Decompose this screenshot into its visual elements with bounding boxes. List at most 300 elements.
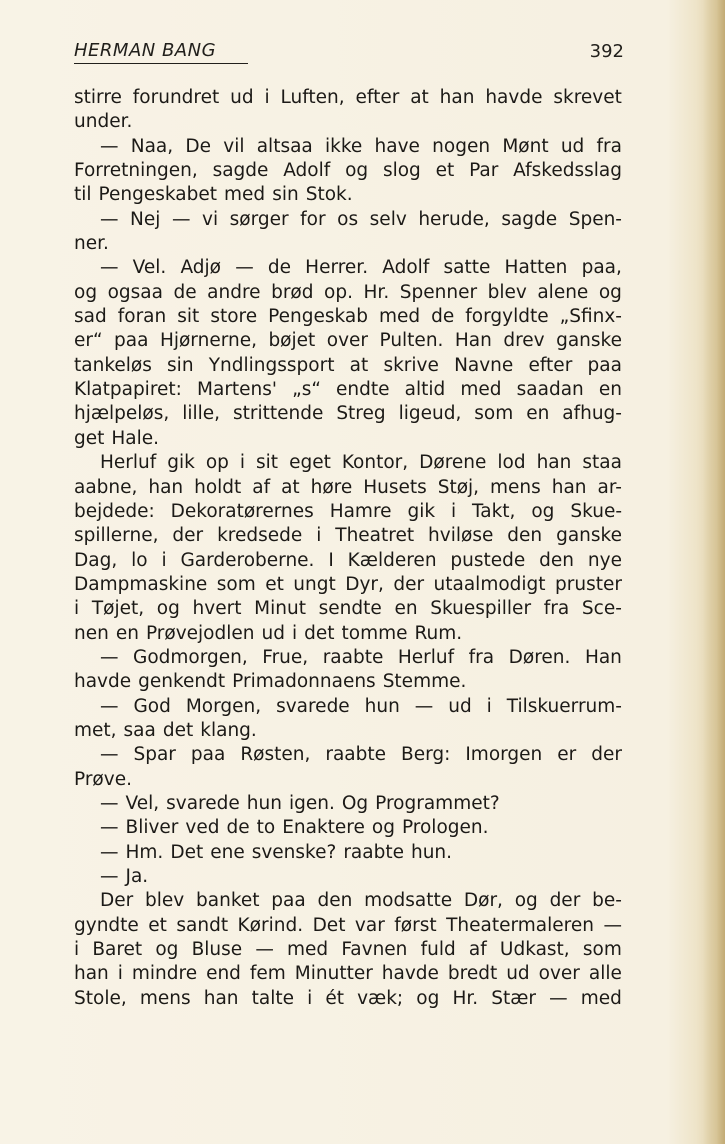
word: paa (587, 354, 622, 376)
word: Hm. (125, 841, 164, 863)
word: og (74, 281, 98, 303)
word: bredt (447, 963, 498, 985)
word: — (255, 939, 274, 961)
word: Vel. (132, 257, 167, 279)
word: nen (74, 622, 109, 644)
text-line (74, 305, 622, 329)
word: gyndte (74, 914, 139, 936)
word: lo (131, 549, 148, 571)
word: — (100, 208, 119, 230)
word: Favnen (341, 939, 408, 961)
word: — (100, 841, 119, 863)
word: Hamre (329, 500, 392, 522)
word: selv (369, 208, 407, 230)
word: sin (167, 354, 194, 376)
word: afhug- (562, 403, 622, 425)
word: og (371, 817, 395, 839)
word: Røsten, (240, 744, 311, 766)
word: Det (170, 841, 204, 863)
word: altid (404, 379, 446, 401)
word: nye (587, 549, 622, 571)
text-line (74, 719, 622, 743)
word: hjælpeløs, (74, 403, 170, 425)
word: pustede (450, 549, 526, 571)
word: have (374, 135, 420, 157)
word: brød (271, 281, 314, 303)
text-line (74, 110, 622, 134)
word: Garderoberne. (180, 549, 315, 571)
word: raabte (325, 744, 387, 766)
word: paa (114, 330, 149, 352)
word: er (557, 744, 577, 766)
word: Støj, (437, 476, 480, 498)
word: endte (336, 379, 390, 401)
word: Adolf (382, 257, 430, 279)
word: ud (448, 695, 472, 717)
word: alene (537, 281, 589, 303)
text-line (74, 938, 622, 962)
word: Døren. (508, 646, 571, 668)
text-line (74, 451, 622, 475)
word: „s“ (292, 379, 321, 401)
word: sendte (318, 598, 382, 620)
word: og (156, 598, 180, 620)
word: andre (207, 281, 261, 303)
word: Frue, (262, 646, 309, 668)
word: sad (74, 306, 107, 328)
word: Forretningen, (74, 160, 198, 182)
word: — (100, 135, 119, 157)
word: væk; (357, 987, 404, 1009)
word: de (431, 306, 455, 328)
word: genkendt (138, 671, 226, 693)
word: holdt (194, 476, 242, 498)
word: sin (272, 184, 299, 206)
word: over (326, 330, 369, 352)
word: Han (584, 646, 622, 668)
word: hun (246, 792, 282, 814)
page-edge-shadow (703, 0, 725, 1144)
word: forgyldte (465, 306, 549, 328)
word: i (291, 622, 298, 644)
word: høre (310, 476, 353, 498)
word: bejdede: (74, 500, 155, 522)
text-line (74, 792, 622, 816)
text-line (74, 597, 622, 621)
word: Tilskuerrum- (506, 695, 622, 717)
word: med (460, 379, 502, 401)
word: Theatret (335, 525, 415, 547)
word: Tøjet, (91, 598, 145, 620)
text-line (74, 743, 622, 767)
text-line (74, 86, 622, 110)
word: et (435, 160, 455, 182)
word: i (74, 598, 80, 620)
word: de (267, 257, 291, 279)
word: talte (251, 987, 294, 1009)
word: ligeud, (398, 403, 462, 425)
word: en (115, 622, 139, 644)
word: Pengeskabet (98, 184, 218, 206)
word: raabte (343, 841, 404, 863)
word: blev (487, 281, 527, 303)
word: det (162, 719, 194, 741)
word: den (507, 525, 543, 547)
word: store (210, 306, 258, 328)
word: Par (469, 160, 499, 182)
word: foran (117, 306, 167, 328)
word: Dørene (419, 452, 487, 474)
word: tankeløs (74, 354, 152, 376)
word: de (226, 817, 250, 839)
word: vi (202, 208, 219, 230)
word: Dag, (74, 549, 118, 571)
word: — (100, 817, 119, 839)
word: Afskedsslag (513, 160, 622, 182)
word: blev (145, 890, 185, 912)
word: Dyr, (345, 573, 384, 595)
word: Naa, (130, 135, 174, 157)
word: af (468, 939, 487, 961)
word: fem (249, 963, 286, 985)
word: Morgen, (185, 695, 262, 717)
word: Berg: (401, 744, 451, 766)
word: efter (528, 354, 573, 376)
text-line (74, 232, 622, 256)
word: stirre (74, 87, 122, 108)
word: han (203, 987, 239, 1009)
word: pruster (555, 573, 622, 595)
word: en (526, 403, 550, 425)
word: klang. (200, 719, 257, 741)
word: Der (100, 890, 134, 912)
word: ved (185, 817, 220, 839)
word: i (450, 500, 457, 522)
text-line (74, 135, 622, 159)
text-line (74, 427, 622, 451)
word: Stær (491, 987, 537, 1009)
word: bøjet (268, 330, 316, 352)
word: fra (596, 135, 622, 157)
word: Theatermaleren (446, 914, 594, 936)
word: i (161, 549, 167, 571)
text-line (74, 573, 622, 597)
word: modsatte (364, 890, 453, 912)
word: lille, (182, 403, 221, 425)
word: sagde (501, 208, 558, 230)
word: Imorgen (465, 744, 543, 766)
word: Og (341, 792, 369, 814)
word: Spar (133, 744, 176, 766)
word: ungt (293, 573, 336, 595)
word: Det (312, 914, 346, 936)
word: fra (543, 598, 570, 620)
word: havde (381, 963, 439, 985)
word: Herluf (100, 452, 157, 474)
word: — (235, 257, 254, 279)
word: til (74, 184, 92, 206)
word: igen. (288, 792, 335, 814)
word: op. (324, 281, 353, 303)
word: — (100, 866, 119, 887)
word: der (393, 573, 425, 595)
word: aabne, (74, 476, 138, 498)
word: og (531, 500, 555, 522)
word: i (117, 963, 123, 985)
word: et (148, 914, 167, 936)
word: han (551, 476, 587, 498)
text-line (74, 524, 622, 548)
word: og (155, 939, 179, 961)
word: Bluse (191, 939, 243, 961)
word: end (206, 963, 241, 985)
word: mindre (131, 963, 198, 985)
word: under. (74, 111, 133, 133)
text-line (74, 281, 622, 305)
text-line (74, 329, 622, 353)
text-line (74, 622, 622, 646)
word: var (354, 914, 385, 936)
word: Stole, (74, 987, 127, 1009)
word: Nej (130, 208, 161, 230)
word: med (378, 306, 421, 328)
word: hviløse (428, 525, 494, 547)
word: Mønt (502, 135, 549, 157)
word: — (171, 208, 191, 230)
word: i (264, 87, 270, 108)
word: ganske (556, 330, 622, 352)
word: havde (74, 671, 132, 693)
word: hun (364, 695, 400, 717)
word: tomme (341, 622, 408, 644)
word: i (486, 695, 492, 717)
word: Adolf (283, 160, 331, 182)
word: vil (223, 135, 245, 157)
word: sandt (176, 914, 229, 936)
word: ud (261, 622, 285, 644)
word: Dampmaskine (74, 573, 208, 595)
word: med (287, 939, 329, 961)
word: en (598, 379, 622, 401)
word: den (317, 890, 353, 912)
word: Stok. (305, 184, 353, 206)
word: sit (256, 452, 279, 474)
text-line (74, 987, 622, 1011)
word: i (74, 939, 80, 961)
word: Prøvejodlen (145, 622, 255, 644)
word: Prøve. (74, 768, 132, 790)
word: sørger (229, 208, 289, 230)
word: alle (588, 963, 622, 985)
word: kredsede (217, 525, 303, 547)
word: Primadonnaens (232, 671, 376, 693)
word: Adjø (180, 257, 222, 279)
word: en (394, 598, 418, 620)
word: er“ (74, 330, 103, 352)
word: at (410, 87, 429, 108)
word: med (224, 184, 266, 206)
word: Streg (336, 403, 386, 425)
word: Yndlingssport (208, 354, 335, 376)
header-underline (74, 63, 248, 64)
text-line (74, 816, 622, 840)
text-line (74, 208, 622, 232)
word: Dekoratørernes (170, 500, 314, 522)
word: Takt, (472, 500, 516, 522)
running-title: HERMAN BANG (74, 40, 217, 61)
word: at (281, 476, 300, 498)
word: gik (407, 500, 436, 522)
word: — (100, 792, 119, 814)
word: met, (74, 719, 117, 741)
word: han (536, 452, 572, 474)
word: der (172, 525, 204, 547)
word: svenske? (251, 841, 337, 863)
word: be- (592, 890, 622, 912)
word: ét (325, 987, 344, 1009)
word: Herrer. (305, 257, 369, 279)
text-line (74, 402, 622, 426)
text-line (74, 841, 622, 865)
text-line (74, 889, 622, 913)
word: et (265, 573, 284, 595)
word: de (173, 281, 197, 303)
word: over (538, 963, 580, 985)
word: efter (355, 87, 400, 108)
word: altsaa (256, 135, 313, 157)
word: mens (490, 476, 541, 498)
word: Minut (254, 598, 306, 620)
text-line (74, 962, 622, 986)
word: to (256, 817, 276, 839)
word: at (349, 354, 369, 376)
word: Pulten. (379, 330, 444, 352)
word: Kontor, (341, 452, 409, 474)
word: raabte (322, 646, 384, 668)
word: strittende (232, 403, 324, 425)
word: Spen- (568, 208, 622, 230)
word: Prologen. (401, 817, 489, 839)
word: satte (443, 257, 491, 279)
word: ud (230, 87, 254, 108)
word: Godmorgen, (133, 646, 248, 668)
word: som (474, 403, 514, 425)
word: Rum. (414, 622, 463, 644)
word: herude, (418, 208, 490, 230)
word: skrevet (553, 87, 622, 108)
word: skrive (383, 354, 439, 376)
body-text (74, 86, 622, 1011)
word: Pengeskab (268, 306, 368, 328)
word: i (307, 987, 313, 1009)
word: og (416, 987, 440, 1009)
word: paa (271, 890, 306, 912)
word: — (100, 257, 119, 279)
word: der (591, 744, 622, 766)
word: han (74, 963, 109, 985)
word: Minutter (294, 963, 373, 985)
word: han (148, 476, 184, 498)
word: — (100, 744, 119, 766)
word: Kørind. (237, 914, 304, 936)
word: Klatpapiret: (74, 379, 182, 401)
word: Ja. (125, 866, 149, 887)
word: Udkast, (499, 939, 570, 961)
word: utaalmodigt (433, 573, 546, 595)
word: Kælderen (347, 549, 437, 571)
text-line (74, 768, 622, 792)
word: „Sfinx- (559, 306, 622, 328)
word: paa, (581, 257, 622, 279)
word: banket (196, 890, 260, 912)
word: Sce- (581, 598, 622, 620)
word: han (439, 87, 475, 108)
word: og (598, 281, 622, 303)
text-line (74, 378, 622, 402)
word: — (414, 695, 434, 717)
word: og (514, 890, 538, 912)
word: og (345, 160, 369, 182)
word: Han (454, 330, 492, 352)
word: med (580, 987, 622, 1009)
word: De (185, 135, 212, 157)
word: ud (560, 135, 585, 157)
word: i (316, 525, 322, 547)
word: staa (582, 452, 622, 474)
word: God (133, 695, 171, 717)
word: Hjørnerne, (159, 330, 257, 352)
word: Hr. (363, 281, 390, 303)
word: ganske (556, 525, 622, 547)
word: den (539, 549, 575, 571)
word: ikke (325, 135, 363, 157)
word: drev (503, 330, 545, 352)
word: Vel, (125, 792, 160, 814)
word: det (304, 622, 335, 644)
text-line (74, 670, 622, 694)
word: Hale. (111, 427, 160, 449)
word: som (216, 573, 256, 595)
word: ene (210, 841, 245, 863)
word: fuld (420, 939, 456, 961)
word: paa (190, 744, 226, 766)
text-line (74, 183, 622, 207)
word: — (603, 914, 622, 936)
word: Navne (454, 354, 514, 376)
word: Husets (363, 476, 427, 498)
word: saa (123, 719, 156, 741)
text-line (74, 256, 622, 280)
page-number: 392 (589, 41, 624, 62)
word: Skue- (570, 500, 622, 522)
word: lod (497, 452, 526, 474)
text-line (74, 646, 622, 670)
page-header (74, 40, 626, 64)
word: sit (177, 306, 200, 328)
word: Programmet? (375, 792, 500, 814)
word: nogen (432, 135, 491, 157)
word: ar- (597, 476, 622, 498)
word: Dør, (463, 890, 503, 912)
word: Hatten (504, 257, 568, 279)
word: Bliver (125, 817, 179, 839)
word: — (100, 646, 119, 668)
word: get (74, 427, 105, 449)
word: saadan (516, 379, 584, 401)
word: slog (382, 160, 421, 182)
text-line (74, 549, 622, 573)
word: forundret (132, 87, 220, 108)
